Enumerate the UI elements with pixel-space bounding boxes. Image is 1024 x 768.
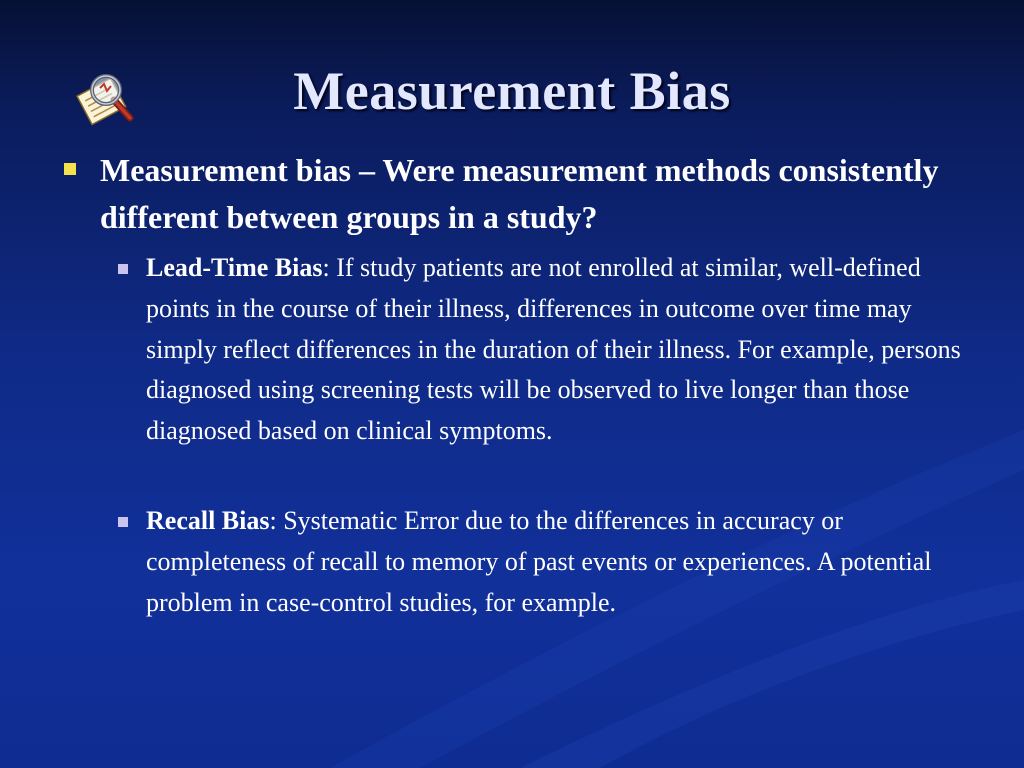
main-bullet-text: Measurement bias – Were measurement methods consistently different between groups in a study?: [100, 152, 939, 235]
sub-bullet-square-icon: [118, 264, 128, 274]
sub-bullet-lead-time-bias: [146, 248, 976, 452]
sub-bullet-recall-bias: [146, 501, 976, 623]
slide-title: Measurement Bias: [293, 61, 731, 121]
bullet-square-icon: [64, 163, 76, 175]
sub-bullet-description: : Systematic Error due to the differences in accuracy or completeness of recall to memory of past events or experiences. A potential problem in case-control studies, for example.: [146, 506, 932, 617]
sub-bullet-square-icon: [118, 517, 128, 527]
sub-bullet-term: Lead-Time Bias: [146, 253, 323, 282]
sub-bullet-term: Recall Bias: [146, 506, 270, 535]
sub-bullet-description: : If study patients are not enrolled at similar, well-defined points in the course of their illness, differences in outcome over time may simply reflect differences in the duration of their illness. For example, persons diagnosed using screening tests will be observed to live longer than those diagnosed based on clinical symptoms.: [146, 253, 961, 446]
